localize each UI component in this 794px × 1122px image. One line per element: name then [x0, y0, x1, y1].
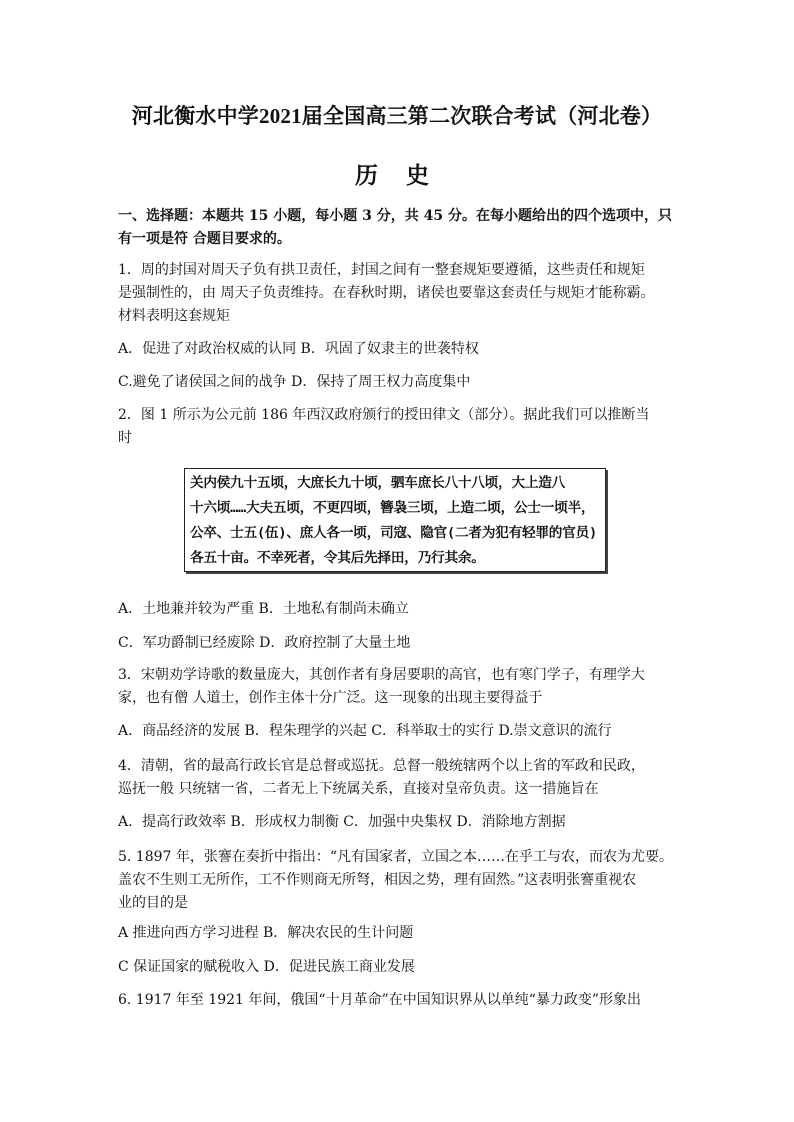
question-3 — [118, 664, 674, 710]
excerpt-line: 公卒、士五(伍)、庶人各一顷，司寇、隐官(二者为犯有轻罪的官员) — [190, 525, 597, 541]
excerpt-line: 各五十亩。不幸死者，令其后先择田，乃行其余。 — [190, 550, 485, 566]
question-5 — [118, 846, 674, 915]
exam-title: 河北衡水中学2021届全国高三第二次联合考试（河北卷） — [131, 104, 663, 128]
question-text-line: 3．宋朝劝学诗歌的数量庞大，其创作者有身居要职的高官，也有寒门学子，有理学大 — [118, 667, 645, 683]
section-heading-line: 一、选择题：本题共 15 小题，每小题 3 分，共 45 分。在每小题给出的四个选项中，只 — [118, 208, 672, 224]
excerpt-line: 十六顷……大夫五顷，不更四顷，簪袅三顷，上造二顷，公士一顷半， — [190, 500, 595, 516]
question-text-line: 2．图 1 所示为公元前 186 年西汉政府颁行的授田律文（部分）。据此我们可以推断当 — [118, 407, 650, 423]
question-text-line: 巡抚一般 只统辖一省，二者无上下统属关系，直接对皇帝负责。这一措施旨在 — [118, 781, 599, 797]
excerpt-line: 关内侯九十五顷，大庶长九十顷，驷车庶长八十八顷，大上造八 — [190, 475, 566, 491]
question-3-options: A．商品经济的发展 B．程朱理学的兴起 C．科举取士的实行 D.崇文意识的流行 — [118, 723, 612, 739]
question-text-line: 家，也有僧 人道士，创作主体十分广泛。这一现象的出现主要得益于 — [118, 690, 543, 706]
question-text-line: 5. 1897 年，张謇在奏折中指出：“凡有国家者，立国之本……在乎工与农，而农为尤要。 — [118, 849, 674, 865]
section-heading — [118, 205, 674, 251]
question-text-line: 1．周的封国对周天子负有拱卫责任，封国之间有一整套规矩要遵循，这些责任和规矩 — [118, 262, 645, 278]
question-5-options-ab: A 推进向西方学习进程 B．解决农民的生计问题 — [118, 925, 414, 941]
question-5-options-cd: C 保证国家的赋税收入 D．促进民族工商业发展 — [118, 959, 415, 975]
subject-title: 历 史 — [354, 162, 439, 189]
question-text-line: 业的目的是 — [118, 895, 188, 911]
question-text-line: 时 — [118, 430, 132, 446]
question-text-line: 是强制性的，由 周天子负责维持。在春秋时期，诸侯也要靠这套责任与规矩才能称霸。 — [118, 285, 655, 301]
question-text-line: 4．清朝，省的最高行政长官是总督或巡抚。总督一般统辖两个以上省的军政和民政， — [118, 758, 645, 774]
question-2-options-ab: A．土地兼并较为严重 B．土地私有制尚未确立 — [118, 601, 409, 617]
question-6: 6. 1917 年至 1921 年间，俄国“十月革命”在中国知识界从以单纯“暴力政变”形象出 — [118, 992, 642, 1008]
question-1 — [118, 259, 674, 328]
question-4-options: A．提高行政效率 B．形成权力制衡 C．加强中央集权 D．消除地方割据 — [118, 814, 566, 830]
question-text-line: 盖农不生则工无所作，工不作则商无所弩，相因之势，理有固然。”这表明张謇重视农 — [118, 872, 637, 888]
question-text-line: 材料表明这套规矩 — [118, 308, 230, 324]
question-2-options-cd: C．军功爵制已经废除 D．政府控制了大量土地 — [118, 635, 411, 651]
question-1-options-ab: A．促进了对政治权威的认同 B．巩固了奴隶主的世袭特权 — [118, 341, 479, 357]
question-1-options-cd: C.避免了诸侯国之间的战争 D．保持了周王权力高度集中 — [118, 374, 471, 390]
section-heading-line: 有一项是符 合题目要求的。 — [118, 231, 291, 247]
law-excerpt-box — [184, 468, 606, 572]
question-2 — [118, 404, 674, 450]
question-4 — [118, 755, 674, 801]
